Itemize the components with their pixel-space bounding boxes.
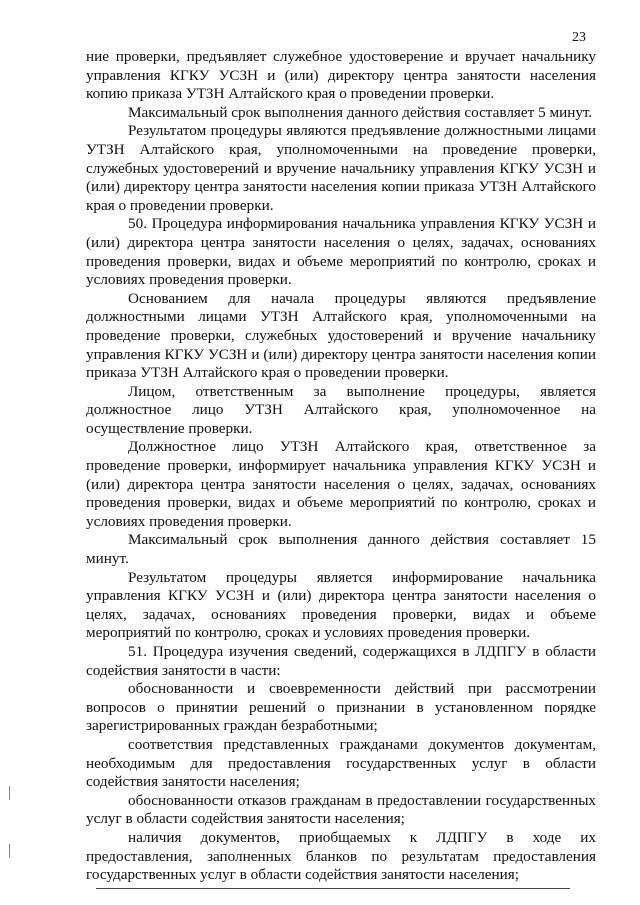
document-body [86, 48, 596, 885]
paragraph: Максимальный срок выполнения данного действия составляет 15 минут. [86, 531, 596, 568]
paragraph: Должностное лицо УТЗН Алтайского края, ответственное за проведение проверки, информирует начальника управления КГКУ УСЗН и (или) директора центра занятости населения о целях, задачах, основаниях проведения проверки, видах и объеме мероприятий по контролю, сроках и условиях проведения проверки. [86, 438, 596, 530]
paragraph: 50. Процедура информирования начальника управления КГКУ УСЗН и (или) директора центра занятости населения о целях, задачах, основаниях проведения проверки, видах и объеме мероприятий по контролю, сроках и условиях проведения проверки. [86, 215, 596, 289]
paragraph: Результатом процедуры являются предъявление должностными лицами УТЗН Алтайского края, уполномоченными на проведение проверки, служебных удостоверений и вручение начальнику управления КГКУ УСЗН и (или) директору центра занятости населения копии приказа УТЗН Алтайского края о проведении проверки. [86, 122, 596, 214]
paragraph: соответствия представленных гражданами документов документам, необходимым для предоставления государственных услуг в области содействия занятости населения; [86, 735, 596, 791]
paragraph: Лицом, ответственным за выполнение процедуры, является должностное лицо УТЗН Алтайского края, уполномоченное на осуществление проверки. [86, 382, 596, 437]
paragraph: Максимальный срок выполнения данного действия составляет 5 минут. [128, 103, 593, 121]
paragraph: Результатом процедуры является информирование начальника управления КГКУ УСЗН и (или) директора центра занятости населения о целях, задачах, основаниях проведения проверки, видах и объеме мероприятий по контролю, сроках и условиях проведения проверки. [86, 568, 596, 642]
margin-tick [9, 786, 10, 800]
footer-rule [96, 888, 570, 889]
margin-tick [9, 844, 10, 858]
paragraph: Основанием для начала процедуры являются предъявление должностными лицами УТЗН Алтайского края, уполномоченными на проведение проверки, служебных удостоверений и вручение начальнику управления КГКУ УСЗН и (или) директору центра занятости населения копии приказа УТЗН Алтайского края о проведении проверки. [86, 289, 596, 382]
paragraph: обоснованности и своевременности действий при рассмотрении вопросов о принятии решений о признании в установленном порядке зарегистрированных граждан безработными; [86, 680, 596, 735]
paragraph: ние проверки, предъявляет служебное удостоверение и вручает начальнику управления КГКУ УСЗН и (или) директору центра занятости населения копию приказа УТЗН Алтайского края о проведении проверки. [86, 48, 596, 103]
paragraph: 51. Процедура изучения сведений, содержащихся в ЛДПГУ в области содействия занятости в части: [86, 643, 596, 679]
paragraph: обоснованности отказов гражданам в предоставлении государственных услуг в области содействия занятости населения; [86, 791, 596, 828]
page-number: 23 [572, 30, 586, 45]
paragraph: наличия документов, приобщаемых к ЛДПГУ в ходе их предоставления, заполненных бланков по результатам предоставления государственных услуг в области содействия занятости населения; [86, 828, 596, 884]
